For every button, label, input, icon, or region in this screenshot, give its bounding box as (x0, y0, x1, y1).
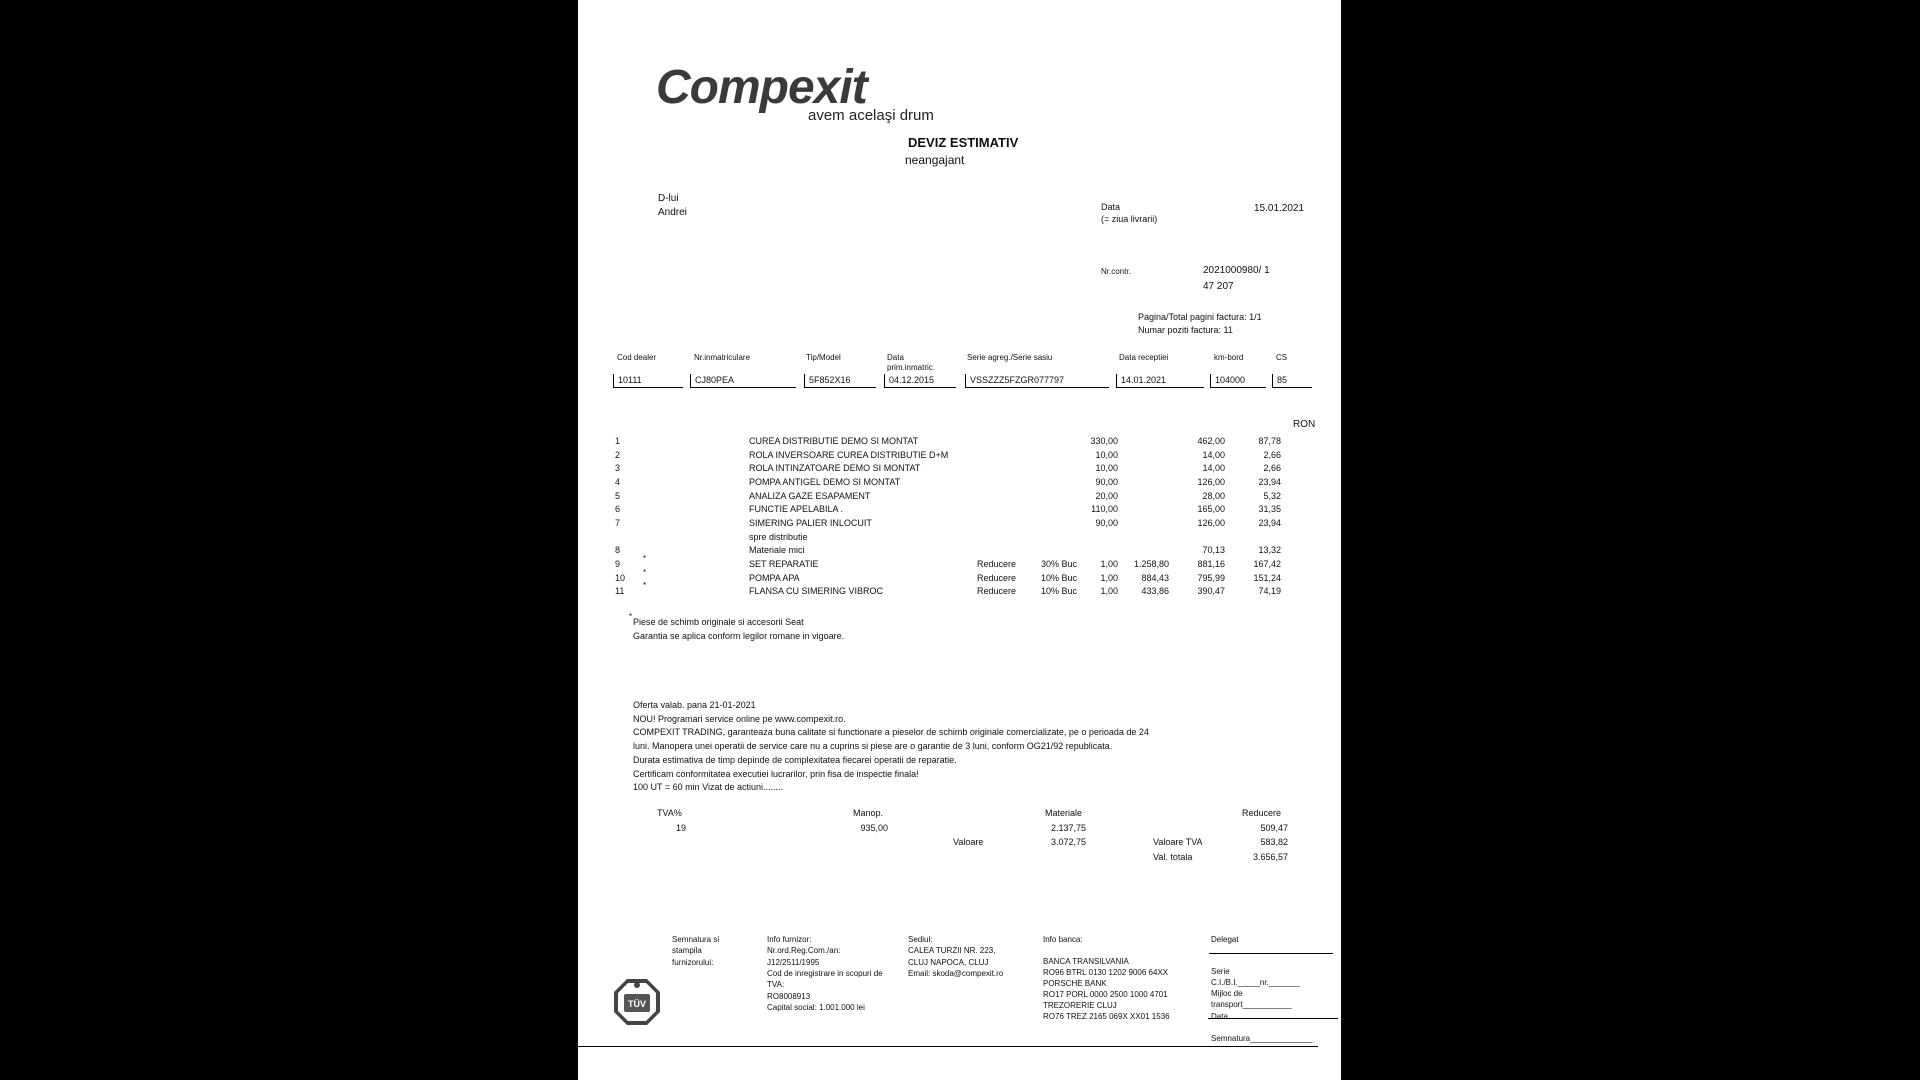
vehicle-header-dealer: Cod dealer (617, 353, 657, 362)
item-number: 10 (615, 573, 626, 583)
offer-line: COMPEXIT TRADING, garanteaza buna calitate si functionare a pieselor de schimb originale comercializate, pe o perioada de 24 (633, 727, 1149, 738)
item-description: SIMERING PALIER INLOCUIT (749, 518, 872, 528)
contract-value-2: 47 207 (1203, 281, 1234, 292)
footer-delegate-line: Mijloc de (1211, 989, 1243, 998)
totals-grand-label: Val. totala (1153, 852, 1193, 862)
footer-supplier-info-line: Cod de inregistrare in scopuri de (767, 968, 883, 978)
vehicle-reception-date: 14.01.2021 (1116, 374, 1204, 388)
totals-grand-value: 3.656,57 (1252, 852, 1288, 862)
offer-line: Certificam conformitatea executiei lucrarilor, prin fisa de inspectie finala! (633, 768, 919, 779)
item-number: 3 (615, 463, 621, 473)
item-unit-price: 433,86 (1141, 586, 1169, 596)
item-description: FLANSA CU SIMERING VIBROC (749, 586, 884, 596)
totals-value-label: Valoare (953, 837, 984, 847)
item-discount: 10% Buc (1041, 586, 1078, 596)
company-logo: Compexit (656, 61, 867, 114)
footer-supplier-info-line: Capital social: 1.001.000 lei (767, 1002, 865, 1012)
footer-delegate-line: Semnatura______________ (1211, 1034, 1313, 1043)
footer-headquarters-line: Email: skoda@compexit.ro (908, 968, 1004, 978)
page-info: Pagina/Total pagini factura: 1/1 (1138, 312, 1262, 322)
item-labor-units: 20,00 (1095, 491, 1118, 501)
footer-bank-info-line: BANCA TRANSILVANIA (1043, 957, 1129, 966)
item-description: ANALIZA GAZE ESAPAMENT (749, 491, 871, 501)
footer-headquarters-line: Sediul: (908, 935, 933, 944)
item-vat: 31,35 (1258, 504, 1281, 514)
item-number: 5 (615, 491, 621, 501)
footer-delegate-line: transport___________ (1211, 1000, 1292, 1009)
delegat-line (1209, 953, 1333, 954)
item-labor-units: 10,00 (1095, 463, 1118, 473)
currency-label: RON (1293, 419, 1316, 430)
item-quantity: 1,00 (1100, 559, 1118, 569)
item-labor-units: 10,00 (1095, 450, 1118, 460)
footer-bank-info-line: RO96 BTRL 0130 1202 9006 64XX (1043, 968, 1169, 977)
totals-manop-value: 935,00 (860, 823, 888, 833)
customer-name: Andrei (658, 207, 687, 218)
totals-discount-value: 509,47 (1260, 823, 1288, 833)
item-value: 28,00 (1202, 491, 1225, 501)
vehicle-header-reception: Data receptiei (1119, 353, 1169, 362)
item-discount-label: Reducere (977, 573, 1017, 583)
data-line (1208, 1018, 1338, 1019)
footer-supplier-info-line: RO8008913 (767, 991, 811, 1001)
item-discount-label: Reducere (977, 559, 1017, 569)
item-vat: 167,42 (1253, 559, 1281, 569)
vehicle-cs: 85 (1272, 374, 1312, 388)
footer-bank-info-line: TREZORERIE CLUJ (1043, 1001, 1117, 1010)
tuv-certification-icon (613, 978, 661, 1026)
footer-delegate-line: Serie (1211, 967, 1230, 976)
item-number: 7 (615, 518, 621, 528)
footer-bank-info-line: PORSCHE BANK (1043, 979, 1107, 988)
totals-materials-label: Materiale (1045, 808, 1083, 818)
date-value: 15.01.2021 (1254, 203, 1305, 214)
item-quantity: 1,00 (1100, 586, 1118, 596)
item-value: 70,13 (1202, 545, 1225, 555)
customer-label: D-lui (658, 193, 679, 204)
item-value: 462,00 (1197, 436, 1225, 446)
offer-line: NOU! Programari service online pe www.compexit.ro. (633, 713, 846, 724)
item-value: 881,16 (1197, 559, 1225, 569)
footer-bank-info-line: RO76 TREZ 2165 069X XX01 1536 (1043, 1012, 1170, 1021)
totals-vat-value: 583,82 (1260, 837, 1288, 847)
footer-delegate-line: Data (1211, 1012, 1228, 1021)
company-tagline: avem acelaşi drum (808, 107, 934, 124)
item-value: 14,00 (1202, 463, 1225, 473)
date-label: Data (1101, 202, 1121, 212)
item-description: POMPA ANTIGEL DEMO SI MONTAT (749, 477, 901, 487)
totals-vat-label: Valoare TVA (1153, 837, 1203, 847)
item-number: 11 (615, 586, 625, 596)
item-number: 8 (615, 545, 621, 555)
offer-line: Durata estimativa de timp depinde de complexitatea fiecarei operatii de reparatie. (633, 754, 957, 765)
footer-supplier-info-line: TVA: (767, 980, 785, 990)
tuv-text: TÜV (628, 999, 646, 1009)
item-description-2: spre distributie (749, 532, 808, 542)
item-value: 126,00 (1197, 518, 1225, 528)
footer-delegate-line: Delegat (1211, 935, 1239, 944)
item-labor-units: 90,00 (1095, 518, 1118, 528)
footer-supplier-info-line: Info furnizor: (767, 935, 812, 944)
vehicle-header-km: km-bord (1214, 353, 1244, 362)
item-unit-price: 884,43 (1141, 573, 1169, 583)
item-number: 1 (615, 436, 621, 446)
totals-tva-value: 19 (676, 823, 687, 833)
bottom-rule (578, 1046, 1318, 1047)
footer-delegate-line: C.I./B.I._____nr._______ (1211, 978, 1300, 987)
item-vat: 23,94 (1258, 518, 1281, 528)
item-discount-label: Reducere (977, 586, 1017, 596)
item-labor-units: 330,00 (1090, 436, 1118, 446)
item-vat: 13,32 (1258, 545, 1281, 555)
item-labor-units: 90,00 (1095, 477, 1118, 487)
item-star: * (643, 554, 647, 563)
totals-discount-label: Reducere (1242, 808, 1282, 818)
document-subtitle: neangajant (905, 153, 965, 167)
footer-signature-line: Semnatura si (672, 935, 720, 944)
contract-label: Nr.contr. (1101, 267, 1131, 276)
item-vat: 151,24 (1253, 573, 1281, 583)
vehicle-header-model: Tip/Model (806, 353, 841, 362)
footer-bank-info-line: RO17 PORL 0000 2500 1000 4701 (1043, 990, 1168, 999)
item-description: ROLA INTINZATOARE DEMO SI MONTAT (749, 463, 921, 473)
vehicle-header-date-2: prim.inmatric. (887, 363, 936, 372)
footer-signature-line: furnizorului: (672, 957, 714, 967)
contract-value: 2021000980/ 1 (1203, 265, 1270, 276)
item-value: 390,47 (1197, 586, 1225, 596)
vehicle-header-cs: CS (1276, 353, 1288, 362)
notes-line-2: Garantia se aplica conform legilor romane in vigoare. (633, 631, 845, 641)
item-number: 4 (615, 477, 621, 487)
vehicle-header-plate: Nr.inmatriculare (694, 353, 751, 362)
offer-line: luni. Manopera unei operatii de service care nu a cuprins si piese are o garantie de 3 luni, conform OG21/92 republicata. (633, 741, 1113, 752)
item-description: ROLA INVERSOARE CUREA DISTRIBUTIE D+M (749, 450, 949, 460)
item-value: 14,00 (1202, 450, 1225, 460)
footer-headquarters-line: CLUJ NAPOCA, CLUJ (908, 957, 989, 967)
item-vat: 5,32 (1263, 491, 1281, 501)
item-description: SET REPARATIE (749, 559, 819, 569)
item-value: 165,00 (1197, 504, 1225, 514)
item-star: * (643, 568, 647, 577)
item-number: 9 (615, 559, 621, 569)
offer-line: 100 UT = 60 min Vizat de actiuni........ (633, 782, 783, 793)
footer-supplier-info-line: J12/2511/1995 (767, 957, 820, 967)
totals-tva-label: TVA% (657, 808, 682, 818)
document-title: DEVIZ ESTIMATIV (908, 135, 1019, 150)
date-sublabel: (= ziua livrarii) (1101, 214, 1158, 224)
item-quantity: 1,00 (1100, 573, 1118, 583)
item-vat: 74,19 (1258, 586, 1281, 596)
item-star: * (643, 581, 647, 590)
item-value: 126,00 (1197, 477, 1225, 487)
vehicle-reg-date: 04.12.2015 (884, 374, 956, 388)
item-vat: 23,94 (1258, 477, 1281, 487)
item-vat: 2,66 (1263, 463, 1281, 473)
vehicle-km: 104000 (1210, 374, 1266, 388)
vehicle-plate: CJ80PEA (690, 374, 796, 388)
item-labor-units: 110,00 (1091, 504, 1118, 514)
footer-supplier-info-line: Nr.ord.Reg.Com./an: (767, 946, 841, 956)
item-vat: 2,66 (1263, 450, 1281, 460)
item-description: Materiale mici (749, 545, 805, 555)
vehicle-header-date: Data (887, 353, 904, 362)
notes-star: * (629, 612, 633, 621)
vehicle-header-vin: Serie agreg./Serie sasiu (967, 353, 1053, 362)
notes-line-1: Piese de schimb originale si accesorii Seat (633, 617, 804, 627)
item-discount: 30% Buc (1041, 559, 1078, 569)
totals-value: 3.072,75 (1050, 837, 1086, 847)
vehicle-model: 5F852X16 (804, 374, 876, 388)
item-discount: 10% Buc (1041, 573, 1078, 583)
vehicle-vin: VSSZZZ5FZGR077797 (965, 374, 1109, 388)
item-description: CUREA DISTRIBUTIE DEMO SI MONTAT (749, 436, 919, 446)
footer-headquarters-line: CALEA TURZII NR. 223, (908, 946, 996, 956)
item-number: 6 (615, 504, 621, 514)
vehicle-dealer-code: 10111 (613, 374, 683, 388)
totals-materials-value: 2.137,75 (1050, 823, 1086, 833)
positions-info: Numar poziti factura: 11 (1138, 325, 1233, 335)
footer-bank-info-line: Info banca: (1043, 935, 1083, 944)
item-unit-price: 1.258,80 (1133, 559, 1169, 569)
item-vat: 87,78 (1258, 436, 1281, 446)
item-description: POMPA APA (749, 573, 800, 583)
item-description: FUNCTIE APELABILA . (749, 504, 844, 514)
totals-manop-label: Manop. (853, 808, 884, 818)
footer-signature-line: stampila (672, 946, 702, 956)
offer-line: Oferta valab. pana 21-01-2021 (633, 700, 756, 710)
document-page (578, 0, 1341, 1080)
item-number: 2 (615, 450, 621, 460)
item-value: 795,99 (1197, 573, 1225, 583)
